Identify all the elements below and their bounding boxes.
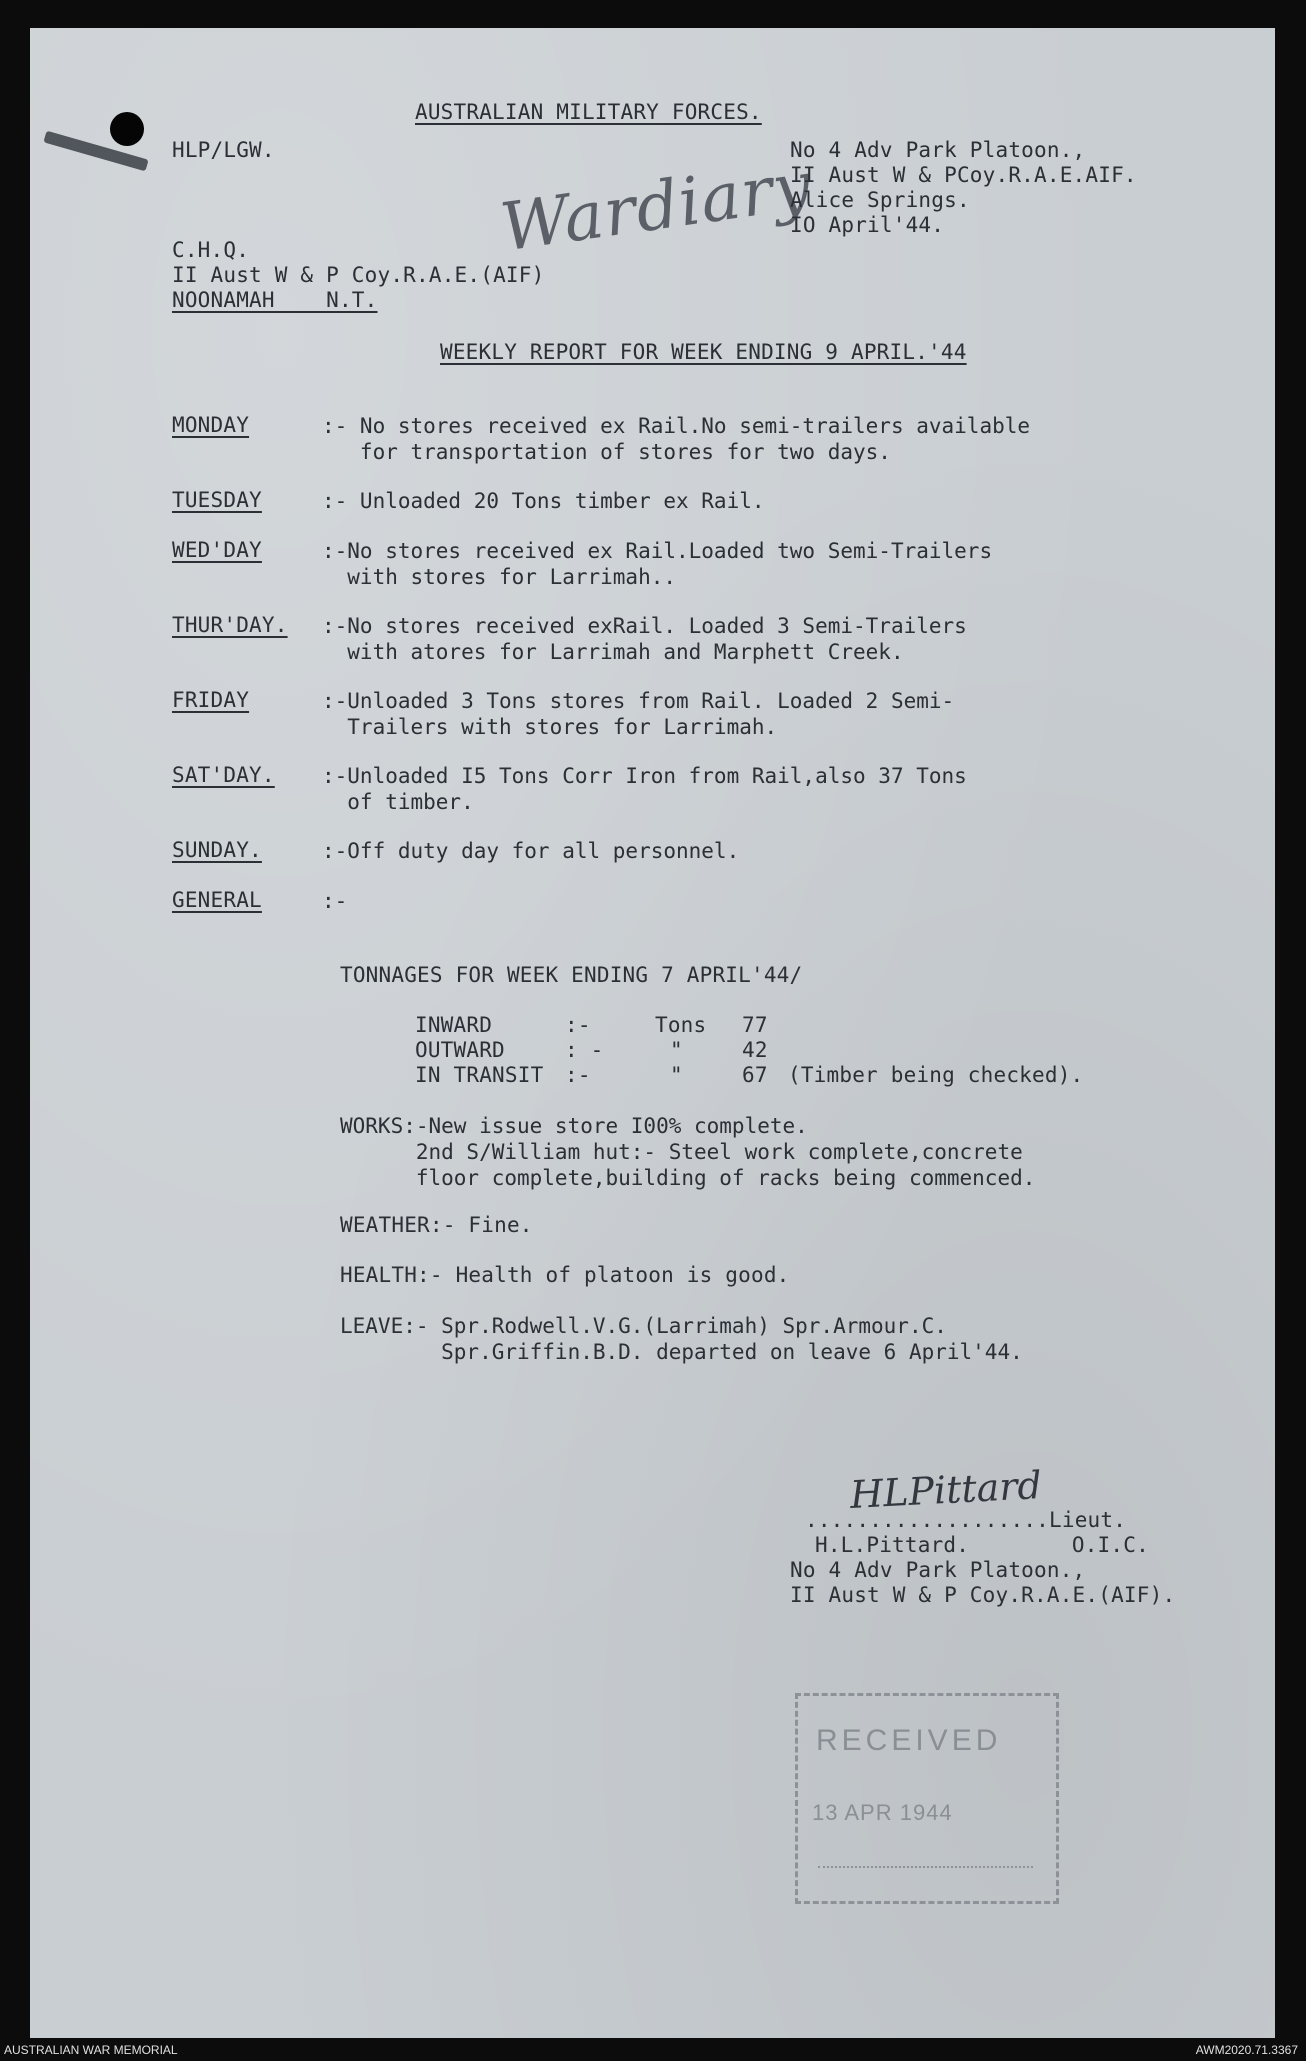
document-page xyxy=(30,28,1275,2038)
tonnage-note: (Timber being checked). xyxy=(788,1063,1084,1087)
day-label: TUESDAY xyxy=(172,488,262,512)
day-text: :- Unloaded 20 Tons timber ex Rail. xyxy=(322,489,765,513)
tonnage-label: INWARD xyxy=(415,1013,493,1037)
tonnage-value: 42 xyxy=(742,1038,768,1062)
tonnage-unit: " xyxy=(670,1063,683,1087)
tonnage-sep: :- xyxy=(565,1063,591,1087)
tonnage-sep: : - xyxy=(565,1038,604,1062)
signature-dots: ...................Lieut. xyxy=(805,1508,1127,1532)
day-text: :- No stores received ex Rail.No semi-trailers available for transportation of stores for two days. xyxy=(322,414,1031,464)
received-stamp xyxy=(795,1693,1059,1904)
day-text: :-Unloaded 3 Tons stores from Rail. Loaded 2 Semi- Trailers with stores for Larrimah. xyxy=(322,689,955,739)
day-label: MONDAY xyxy=(172,413,250,437)
day-text: :- xyxy=(322,889,348,913)
footer-credit: AUSTRALIAN WAR MEMORIAL xyxy=(4,2043,178,2057)
day-text: :-Off duty day for all personnel. xyxy=(322,839,740,863)
footer-accession: AWM2020.71.3367 xyxy=(1195,2043,1298,2057)
tonnage-label: IN TRANSIT xyxy=(415,1063,544,1087)
tonnage-heading: TONNAGES FOR WEEK ENDING 7 APRIL'44/ xyxy=(340,963,803,987)
stamp-dotted-line xyxy=(818,1866,1033,1868)
day-label: GENERAL xyxy=(172,888,262,912)
tonnage-unit: Tons xyxy=(655,1013,707,1037)
stamp-word: RECEIVED xyxy=(816,1724,1002,1757)
tonnage-value: 77 xyxy=(742,1013,768,1037)
day-text: :-Unloaded I5 Tons Corr Iron from Rail,also 37 Tons of timber. xyxy=(322,764,967,814)
signatory-unit: II Aust W & P Coy.R.A.E.(AIF). xyxy=(790,1583,1176,1607)
day-label: FRIDAY xyxy=(172,688,250,712)
tonnage-label: OUTWARD xyxy=(415,1038,505,1062)
to-place: NOONAMAH N.T. xyxy=(172,288,378,312)
from-line: IO April'44. xyxy=(790,213,945,237)
leave-section: LEAVE:- Spr.Rodwell.V.G.(Larrimah) Spr.Armour.C. Spr.Griffin.B.D. departed on leave 6 April'44. xyxy=(340,1314,1023,1364)
weather-section: WEATHER:- Fine. xyxy=(340,1213,533,1237)
day-label: WED'DAY xyxy=(172,538,262,562)
tonnage-sep: :- xyxy=(565,1013,591,1037)
day-label: THUR'DAY. xyxy=(172,613,288,637)
to-line: C.H.Q. xyxy=(172,238,250,262)
day-label: SUNDAY. xyxy=(172,838,262,862)
from-line: II Aust W & PCoy.R.A.E.AIF. xyxy=(790,163,1137,187)
day-text: :-No stores received ex Rail.Loaded two Semi-Trailers with stores for Larrimah.. xyxy=(322,539,993,589)
org-heading: AUSTRALIAN MILITARY FORCES. xyxy=(415,100,762,124)
stamp-date: 13 APR 1944 xyxy=(812,1800,953,1825)
signatory-unit: No 4 Adv Park Platoon., xyxy=(790,1558,1086,1582)
reference: HLP/LGW. xyxy=(172,138,275,162)
punch-hole xyxy=(110,112,144,146)
to-line: II Aust W & P Coy.R.A.E.(AIF) xyxy=(172,263,545,287)
tonnage-value: 67 xyxy=(742,1063,768,1087)
day-text: :-No stores received exRail. Loaded 3 Semi-Trailers with atores for Larrimah and Marphett Creek. xyxy=(322,614,967,664)
day-label: SAT'DAY. xyxy=(172,763,275,787)
health-section: HEALTH:- Health of platoon is good. xyxy=(340,1263,790,1287)
from-line: No 4 Adv Park Platoon., xyxy=(790,138,1086,162)
tonnage-unit: " xyxy=(670,1038,683,1062)
handwritten-note: Wardiary xyxy=(496,146,817,267)
signatory-name: H.L.Pittard. O.I.C. xyxy=(815,1533,1149,1557)
works-section: WORKS:-New issue store I00% complete. 2nd S/William hut:- Steel work complete,concrete floor complete,building of racks being commenced. xyxy=(340,1114,1036,1190)
handwritten-signature: HLPittard xyxy=(848,1463,1043,1517)
from-line: Alice Springs. xyxy=(790,188,970,212)
report-title: WEEKLY REPORT FOR WEEK ENDING 9 APRIL.'44 xyxy=(440,340,967,364)
